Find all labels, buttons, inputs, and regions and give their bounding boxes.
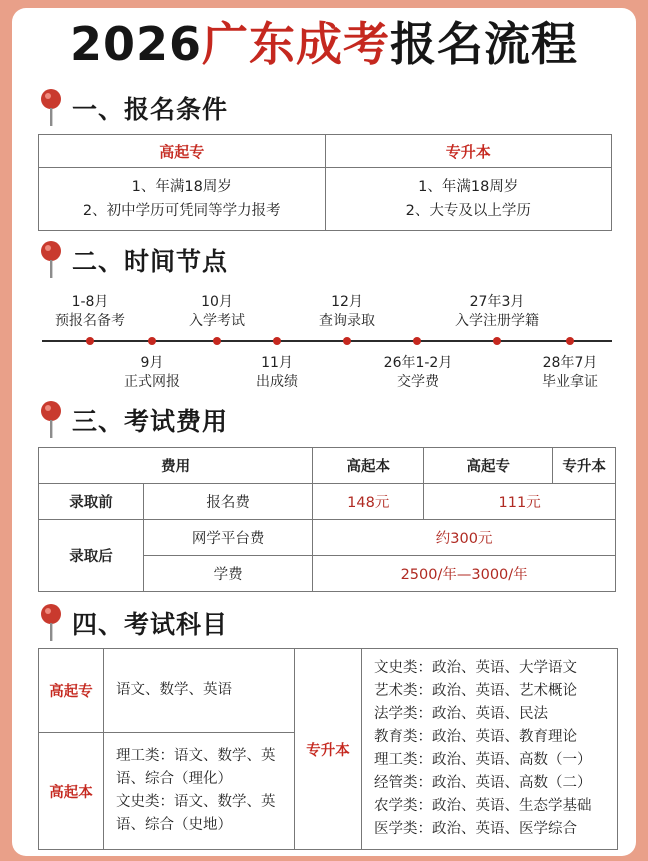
condition-line: 1、年满18周岁 [418, 179, 519, 195]
fees-header-gqz: 高起专 [424, 448, 553, 484]
title-year: 2026 [69, 17, 203, 71]
timeline-event [124, 354, 180, 392]
header-gqz: 高起专 [39, 135, 326, 168]
timeline-text: 预报名备考 [55, 313, 125, 329]
fee-value: 2500/年—3000/年 [313, 556, 616, 592]
title-highlight: 广东成考 [202, 17, 391, 71]
header-zsb: 专升本 [325, 135, 612, 168]
fee-value: 111元 [424, 484, 616, 520]
timeline-event [55, 293, 125, 331]
fees-table [38, 447, 616, 592]
timeline-dot [273, 337, 281, 345]
pushpin-icon [38, 240, 64, 280]
fee-value: 约300元 [313, 520, 616, 556]
subjects-zsb [362, 649, 618, 850]
subjects-gqb [104, 733, 295, 850]
title-suffix: 报名流程 [390, 17, 579, 71]
timeline-date: 12月 [331, 294, 363, 310]
timeline-text: 交学费 [397, 374, 439, 390]
fees-header-gqb: 高起本 [313, 448, 424, 484]
fee-value: 148元 [313, 484, 424, 520]
timeline-date: 27年3月 [469, 294, 525, 310]
level-gqb: 高起本 [39, 733, 104, 850]
timeline-dot [493, 337, 501, 345]
timeline-event [455, 293, 539, 331]
subject-line: 文史类：语文、数学、英 [116, 794, 276, 811]
timeline-text: 毕业拿证 [542, 374, 598, 390]
subject-line: 法学类：政治、英语、民法 [374, 706, 548, 722]
subject-line: 文史类：政治、英语、大学语文 [374, 660, 577, 676]
conditions-gqz [39, 168, 326, 231]
timeline-date: 1-8月 [71, 294, 109, 310]
level-gqz: 高起专 [39, 649, 104, 733]
timeline-text: 正式网报 [124, 374, 180, 390]
fees-before-admission: 录取前 [39, 484, 144, 520]
timeline-event [384, 354, 453, 392]
fee-name: 报名费 [144, 484, 313, 520]
pushpin-icon [38, 603, 64, 643]
fees-header-zsb: 专升本 [553, 448, 616, 484]
timeline-dot [213, 337, 221, 345]
section-title: 二、时间节点 [72, 247, 229, 276]
condition-line: 2、初中学历可凭同等学力报考 [82, 203, 281, 219]
level-zsb: 专升本 [295, 649, 362, 850]
subject-line: 艺术类：政治、英语、艺术概论 [374, 683, 577, 699]
subjects-table [38, 648, 618, 850]
timeline-dot [566, 337, 574, 345]
timeline-date: 10月 [201, 294, 233, 310]
timeline-axis [42, 340, 612, 342]
section-title: 三、考试费用 [72, 407, 229, 436]
timeline-event [189, 293, 245, 331]
timeline-dot [343, 337, 351, 345]
condition-line: 1、年满18周岁 [131, 179, 232, 195]
timeline-event [319, 293, 375, 331]
timeline-date: 26年1-2月 [383, 355, 453, 371]
fee-name: 网学平台费 [144, 520, 313, 556]
subjects-gqz: 语文、数学、英语 [104, 649, 295, 733]
subject-line: 医学类：政治、英语、医学综合 [374, 821, 577, 837]
timeline-date: 11月 [261, 355, 293, 371]
timeline-text: 入学考试 [189, 313, 245, 329]
page-title [0, 14, 648, 74]
section-title: 一、报名条件 [72, 95, 229, 124]
timeline-dot [413, 337, 421, 345]
timeline-event [256, 354, 298, 392]
fees-after-admission: 录取后 [39, 520, 144, 592]
timeline-date: 9月 [140, 355, 164, 371]
conditions-zsb [325, 168, 612, 231]
fee-name: 学费 [144, 556, 313, 592]
subject-line: 语、综合（理化） [116, 771, 232, 788]
conditions-table [38, 134, 612, 231]
subject-line: 农学类：政治、英语、生态学基础 [374, 798, 592, 814]
section-title: 四、考试科目 [72, 610, 229, 639]
timeline-date: 28年7月 [542, 355, 598, 371]
pushpin-icon [38, 400, 64, 440]
timeline-text: 查询录取 [319, 313, 375, 329]
subject-line: 理工类：政治、英语、高数（一） [374, 752, 592, 768]
subject-line: 理工类：语文、数学、英 [116, 748, 276, 765]
timeline-event [542, 354, 598, 392]
timeline-dot [86, 337, 94, 345]
fees-header-item: 费用 [39, 448, 313, 484]
subject-line: 经管类：政治、英语、高数（二） [374, 775, 592, 791]
condition-line: 2、大专及以上学历 [405, 203, 531, 219]
subject-line: 教育类：政治、英语、教育理论 [374, 729, 577, 745]
timeline-dot [148, 337, 156, 345]
subject-line: 语、综合（史地） [116, 817, 232, 834]
timeline-text: 入学注册学籍 [455, 313, 539, 329]
timeline-text: 出成绩 [256, 374, 298, 390]
pushpin-icon [38, 88, 64, 128]
